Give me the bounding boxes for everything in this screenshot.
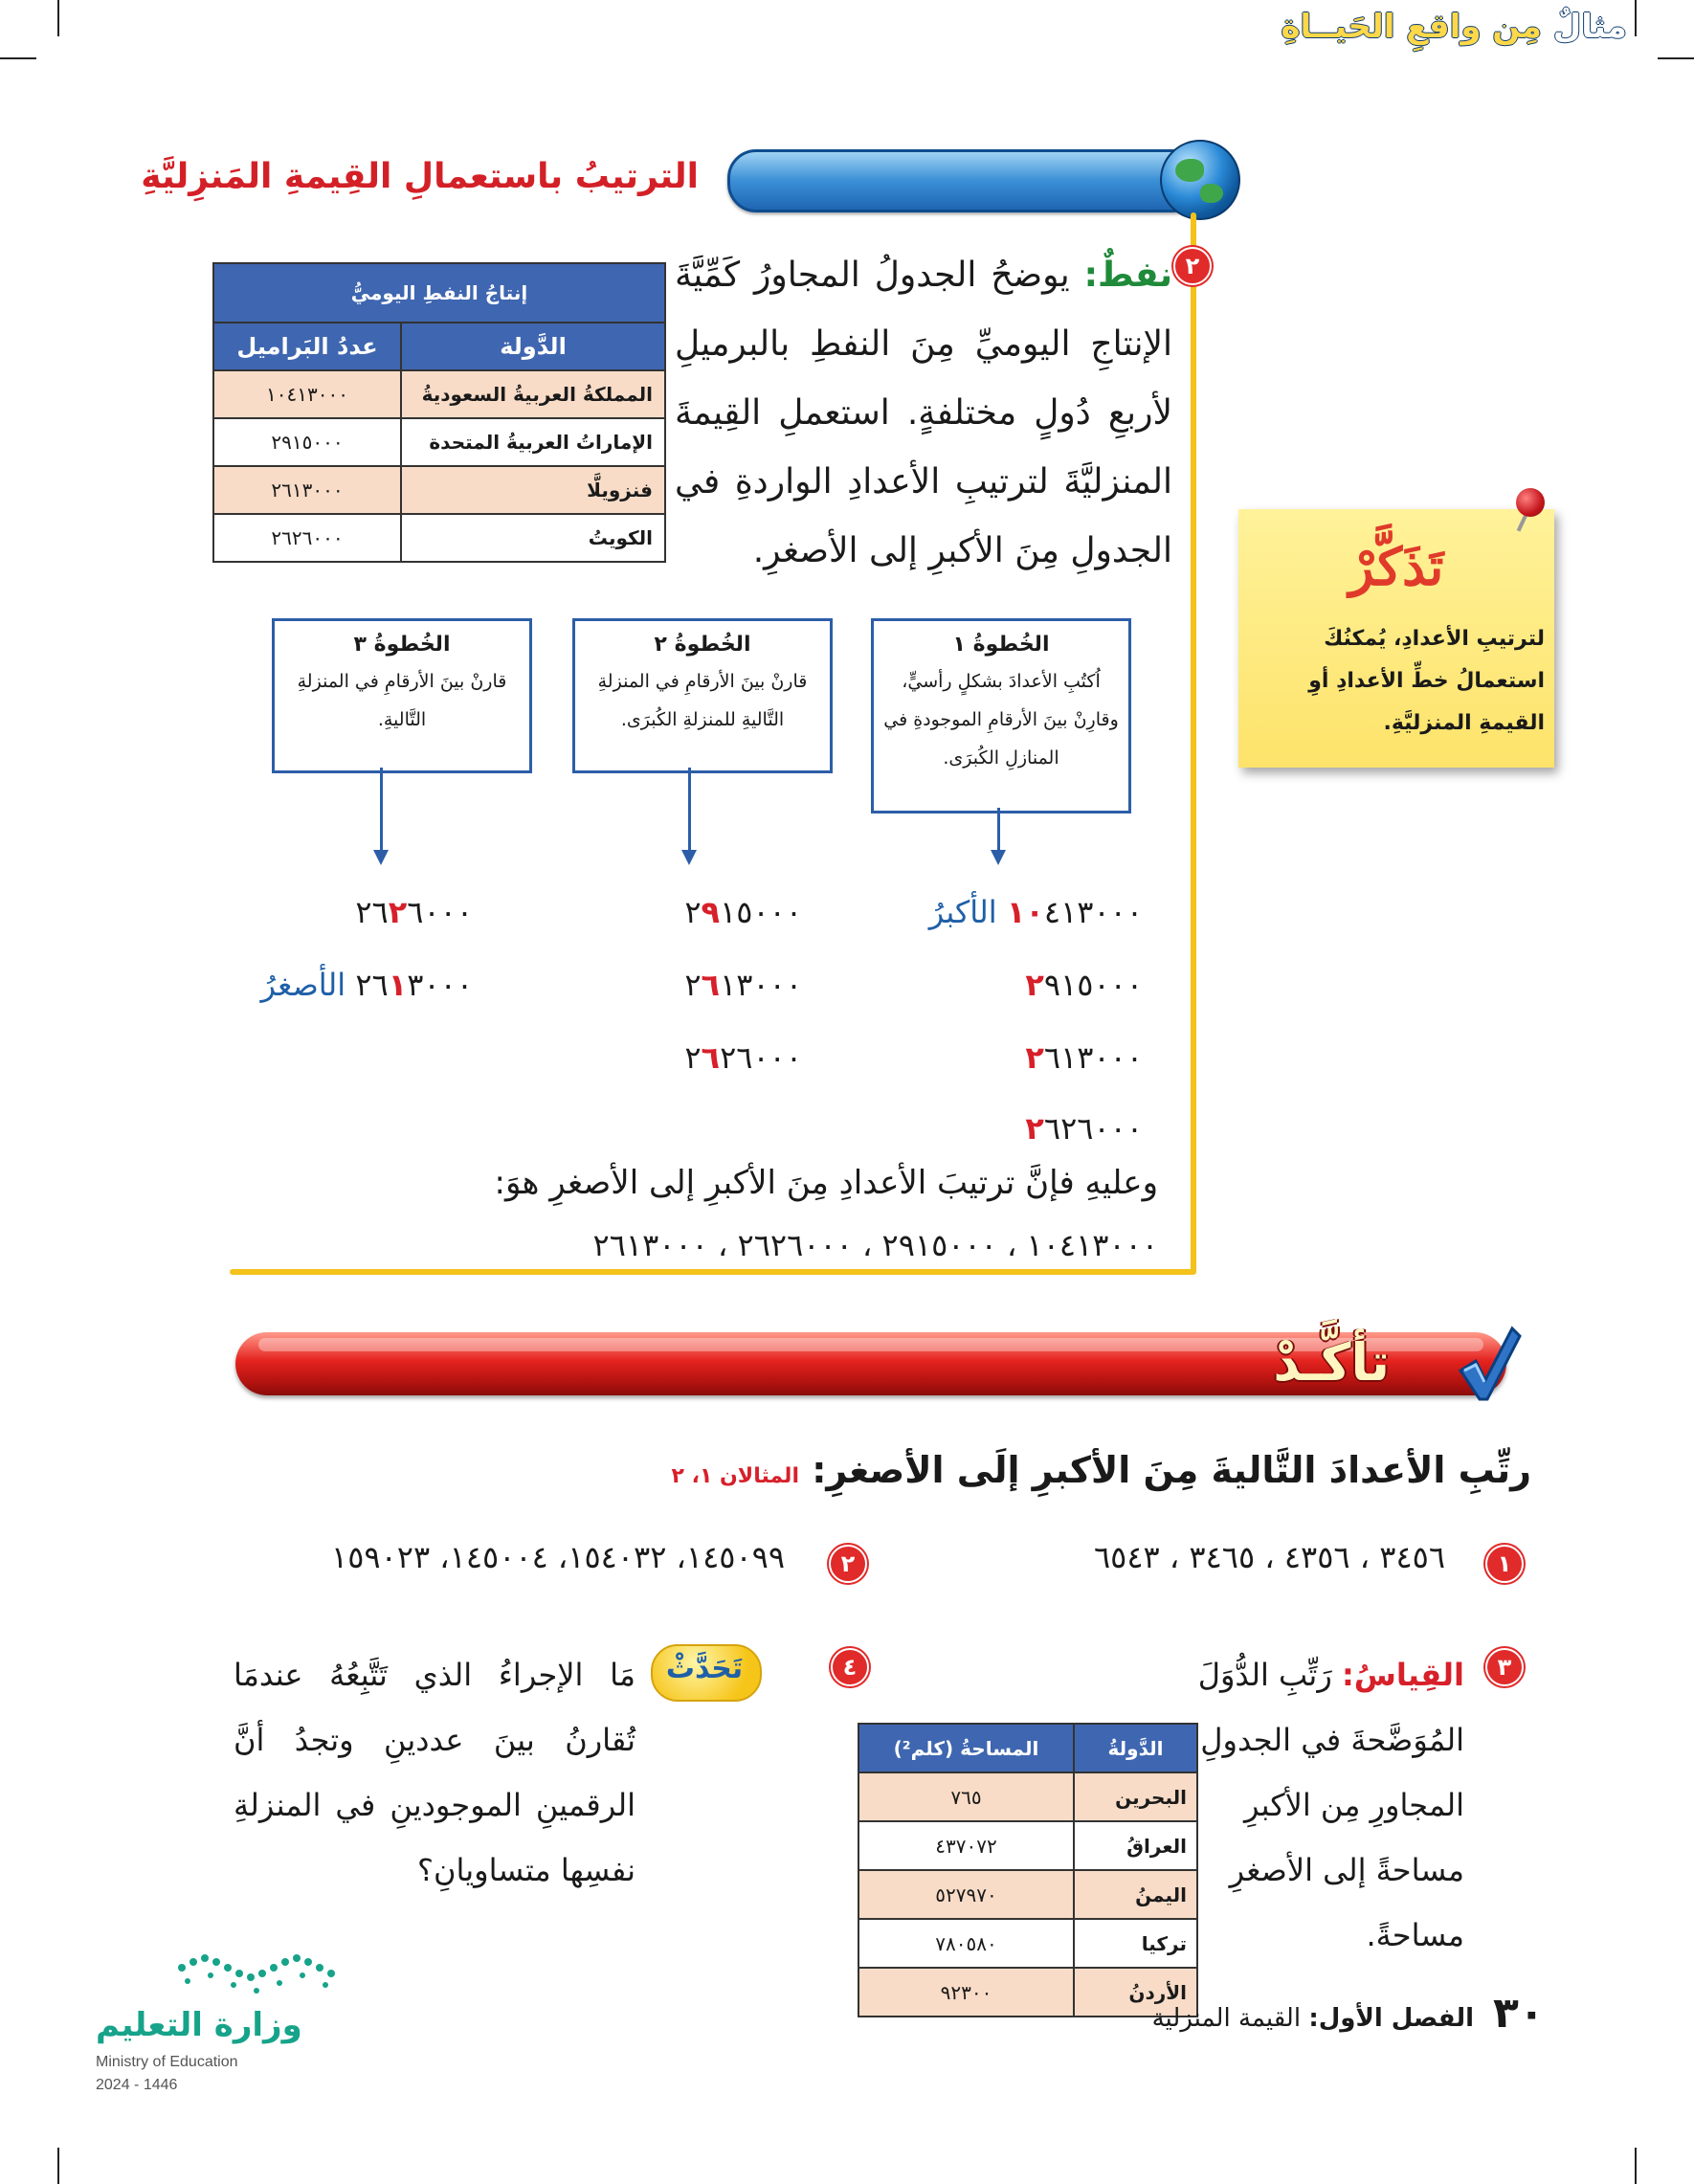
number-row: ٢٦١٣٠٠٠ xyxy=(684,967,802,1003)
checkmark-icon xyxy=(1455,1323,1522,1405)
column-header: الدَّولة xyxy=(401,323,665,370)
frame-line xyxy=(230,1269,1194,1275)
pin-icon xyxy=(1516,488,1545,517)
country-cell: الإماراتُ العربيةُ المتحدة xyxy=(401,418,665,466)
number-row: ١٠٤١٣٠٠٠ الأكبرُ xyxy=(928,894,1143,930)
arrow-down-icon xyxy=(373,850,389,865)
value-cell: ٢٩١٥٠٠٠ xyxy=(213,418,401,466)
value-cell: ١٠٤١٣٠٠٠ xyxy=(213,370,401,418)
example-banner-label: مثالٌ مِن واقعِ الحَيــاةِ xyxy=(1281,8,1627,46)
column-header: المساحةُ (كلم²) xyxy=(858,1724,1074,1772)
question-2: ١٤٥٠٩٩، ١٥٤٠٣٢، ١٤٥٠٠٤، ١٥٩٠٢٣ xyxy=(331,1539,785,1575)
country-cell: فنزويلَّا xyxy=(401,466,665,514)
step-title: الخُطوةُ ٢ xyxy=(654,633,751,657)
table-row xyxy=(858,1772,1197,1821)
example-number: ٢ xyxy=(1173,247,1212,285)
example-title: الترتيبُ باستعمالِ القِيمةِ المَنزِليَّةِ xyxy=(141,157,699,196)
country-cell: العراقُ xyxy=(1074,1821,1197,1870)
question-number: ٣ xyxy=(1485,1648,1524,1686)
country-cell: الكويتُ xyxy=(401,514,665,562)
question-number: ٤ xyxy=(831,1648,869,1686)
conclusion-text: وعليهِ فإنَّ ترتيبَ الأعدادِ مِنَ الأكبرِ إلى الأصغرِ هوَ: xyxy=(494,1164,1158,1202)
country-cell: تركيا xyxy=(1074,1919,1197,1968)
order-result: ١٠٤١٣٠٠٠ ، ٢٩١٥٠٠٠ ، ٢٦٢٦٠٠٠ ، ٢٦١٣٠٠٠ xyxy=(592,1227,1158,1263)
chapter-footer: الفصل الأول: القيمة المنزلية xyxy=(1151,2004,1474,2033)
value-cell: ٢٦٢٦٠٠٠ xyxy=(213,514,401,562)
step-title: الخُطوةُ ١ xyxy=(952,633,1050,657)
step-box-3 xyxy=(272,618,532,773)
globe-icon xyxy=(1160,140,1240,220)
question-3: القِياسُ: رَتِّبِ الدُّوَلَ المُوَضَّحةَ في الجدولِ المجاورِ مِن الأكبرِ مساحةً إلى الأصغرِ مساحةً. xyxy=(1197,1657,1464,1953)
table-row xyxy=(213,514,665,562)
number-row: ٢٦٢٦٠٠٠ xyxy=(1025,1110,1143,1147)
table-caption: إنتاجُ النفطِ اليوميُّ xyxy=(213,263,665,323)
value-cell: ٧٨٠٥٨٠ xyxy=(858,1919,1074,1968)
crop-mark xyxy=(1635,0,1637,36)
step-text: قارنْ بينَ الأرقامِ في المنزلةِ التَّاليةِ للمنزلةِ الكُبرَى. xyxy=(597,671,808,730)
note-text: لترتيبِ الأعدادِ، يُمكنُكَ استعمالُ خطِّ الأعدادِ أوِ القيمةِ المنزليَّةِ. xyxy=(1308,627,1545,735)
crop-mark xyxy=(57,0,59,36)
value-cell: ٧٦٥ xyxy=(858,1772,1074,1821)
table-row xyxy=(858,1821,1197,1870)
ministry-name-arabic: وزارة التعليم xyxy=(96,2006,302,2044)
step-text: قارنْ بينَ الأرقامِ في المنزلةِ التَّاليةِ. xyxy=(297,671,507,730)
question-number: ١ xyxy=(1485,1545,1524,1583)
exercise-instruction: رتِّبِ الأعدادَ التَّاليةَ مِنَ الأكبرِ إلَى الأصغرِ: المثالان ١، ٢ xyxy=(671,1449,1531,1491)
number-row: ٢٦١٣٠٠٠ xyxy=(1025,1039,1143,1076)
table-row xyxy=(213,466,665,514)
value-cell: ٩٢٣٠٠ xyxy=(858,1968,1074,2017)
example-paragraph: نفطٌ: يوضحُ الجدولُ المجاورُ كَمِّيَّةَ الإنتاجِ اليوميِّ مِنَ النفطِ بالبرميلِ لأربعِ دُولٍ مختلفةٍ. استعملِ القِيمةَ المنزليَّةَ لترتيبِ الأعدادِ الواردةِ في الجدولِ مِنَ الأكبرِ إلى الأصغرِ. xyxy=(675,256,1172,570)
ministry-name-english: Ministry of Education xyxy=(96,2054,238,2070)
country-cell: اليمنُ xyxy=(1074,1870,1197,1919)
country-cell: الأردنُ xyxy=(1074,1968,1197,2017)
crop-mark xyxy=(1658,57,1694,59)
column-header: الدَّولةُ xyxy=(1074,1724,1197,1772)
question-number: ٢ xyxy=(829,1545,867,1583)
country-cell: المملكةُ العربيةُ السعوديةُ xyxy=(401,370,665,418)
step-box-1 xyxy=(871,618,1131,813)
arrow-down-icon xyxy=(991,850,1006,865)
number-row: ٢٦١٣٠٠٠ الأصغرُ xyxy=(260,967,473,1003)
arrow xyxy=(380,768,383,852)
frame-line xyxy=(1191,212,1196,1275)
edition-year: 2024 - 1446 xyxy=(96,2077,178,2093)
table-row xyxy=(858,1870,1197,1919)
value-cell: ٤٣٧٠٧٢ xyxy=(858,1821,1074,1870)
oil-production-table xyxy=(212,262,666,563)
area-table xyxy=(858,1723,1198,2017)
table-row xyxy=(858,1968,1197,2017)
country-cell: البحرين xyxy=(1074,1772,1197,1821)
number-row: ٢٦٢٦٠٠٠ xyxy=(684,1039,802,1076)
table-row xyxy=(213,370,665,418)
column-header: عددُ البَراميل xyxy=(213,323,401,370)
arrow-down-icon xyxy=(681,850,697,865)
ministry-logo-icon xyxy=(172,1949,345,2006)
question-1: ٣٤٥٦ ، ٤٣٥٦ ، ٣٤٦٥ ، ٦٥٤٣ xyxy=(1093,1539,1445,1575)
value-cell: ٥٢٧٩٧٠ xyxy=(858,1870,1074,1919)
table-row xyxy=(213,418,665,466)
table-row xyxy=(858,1919,1197,1968)
talk-label: تَحَدَّثْ xyxy=(665,1652,744,1685)
step-text: اُكتُبِ الأعدادَ بشكلٍ رأسيٍّ، وقارِنْ بينَ الأرقامِ الموجودةِ في المنازلِ الكُبرَى. xyxy=(883,671,1119,769)
step-box-2 xyxy=(572,618,833,773)
page-number: ٣٠ xyxy=(1493,1989,1545,2038)
step-title: الخُطوةُ ٣ xyxy=(353,633,451,657)
arrow xyxy=(688,768,691,852)
number-row: ٢٦٢٦٠٠٠ xyxy=(355,894,473,930)
number-row: ٢٩١٥٠٠٠ xyxy=(1025,967,1143,1003)
example-banner xyxy=(727,149,1202,212)
crop-mark xyxy=(1635,2148,1637,2184)
note-title: تَذَكَّرْ xyxy=(1349,536,1444,597)
value-cell: ٢٦١٣٠٠٠ xyxy=(213,466,401,514)
question-4: مَا الإجراءُ الذي تَتَّبِعُهُ عندمَا تُقارنُ بينَ عددينِ وتجدُ أنَّ الرقمينِ الموجودينِ في المنزلةِ نفسِها متساويانِ؟ xyxy=(234,1657,635,1888)
check-title: تأكَّـدْ xyxy=(1273,1332,1390,1393)
arrow xyxy=(997,808,1000,854)
number-row: ٢٩١٥٠٠٠ xyxy=(684,894,802,930)
crop-mark xyxy=(57,2148,59,2184)
crop-mark xyxy=(0,57,36,59)
